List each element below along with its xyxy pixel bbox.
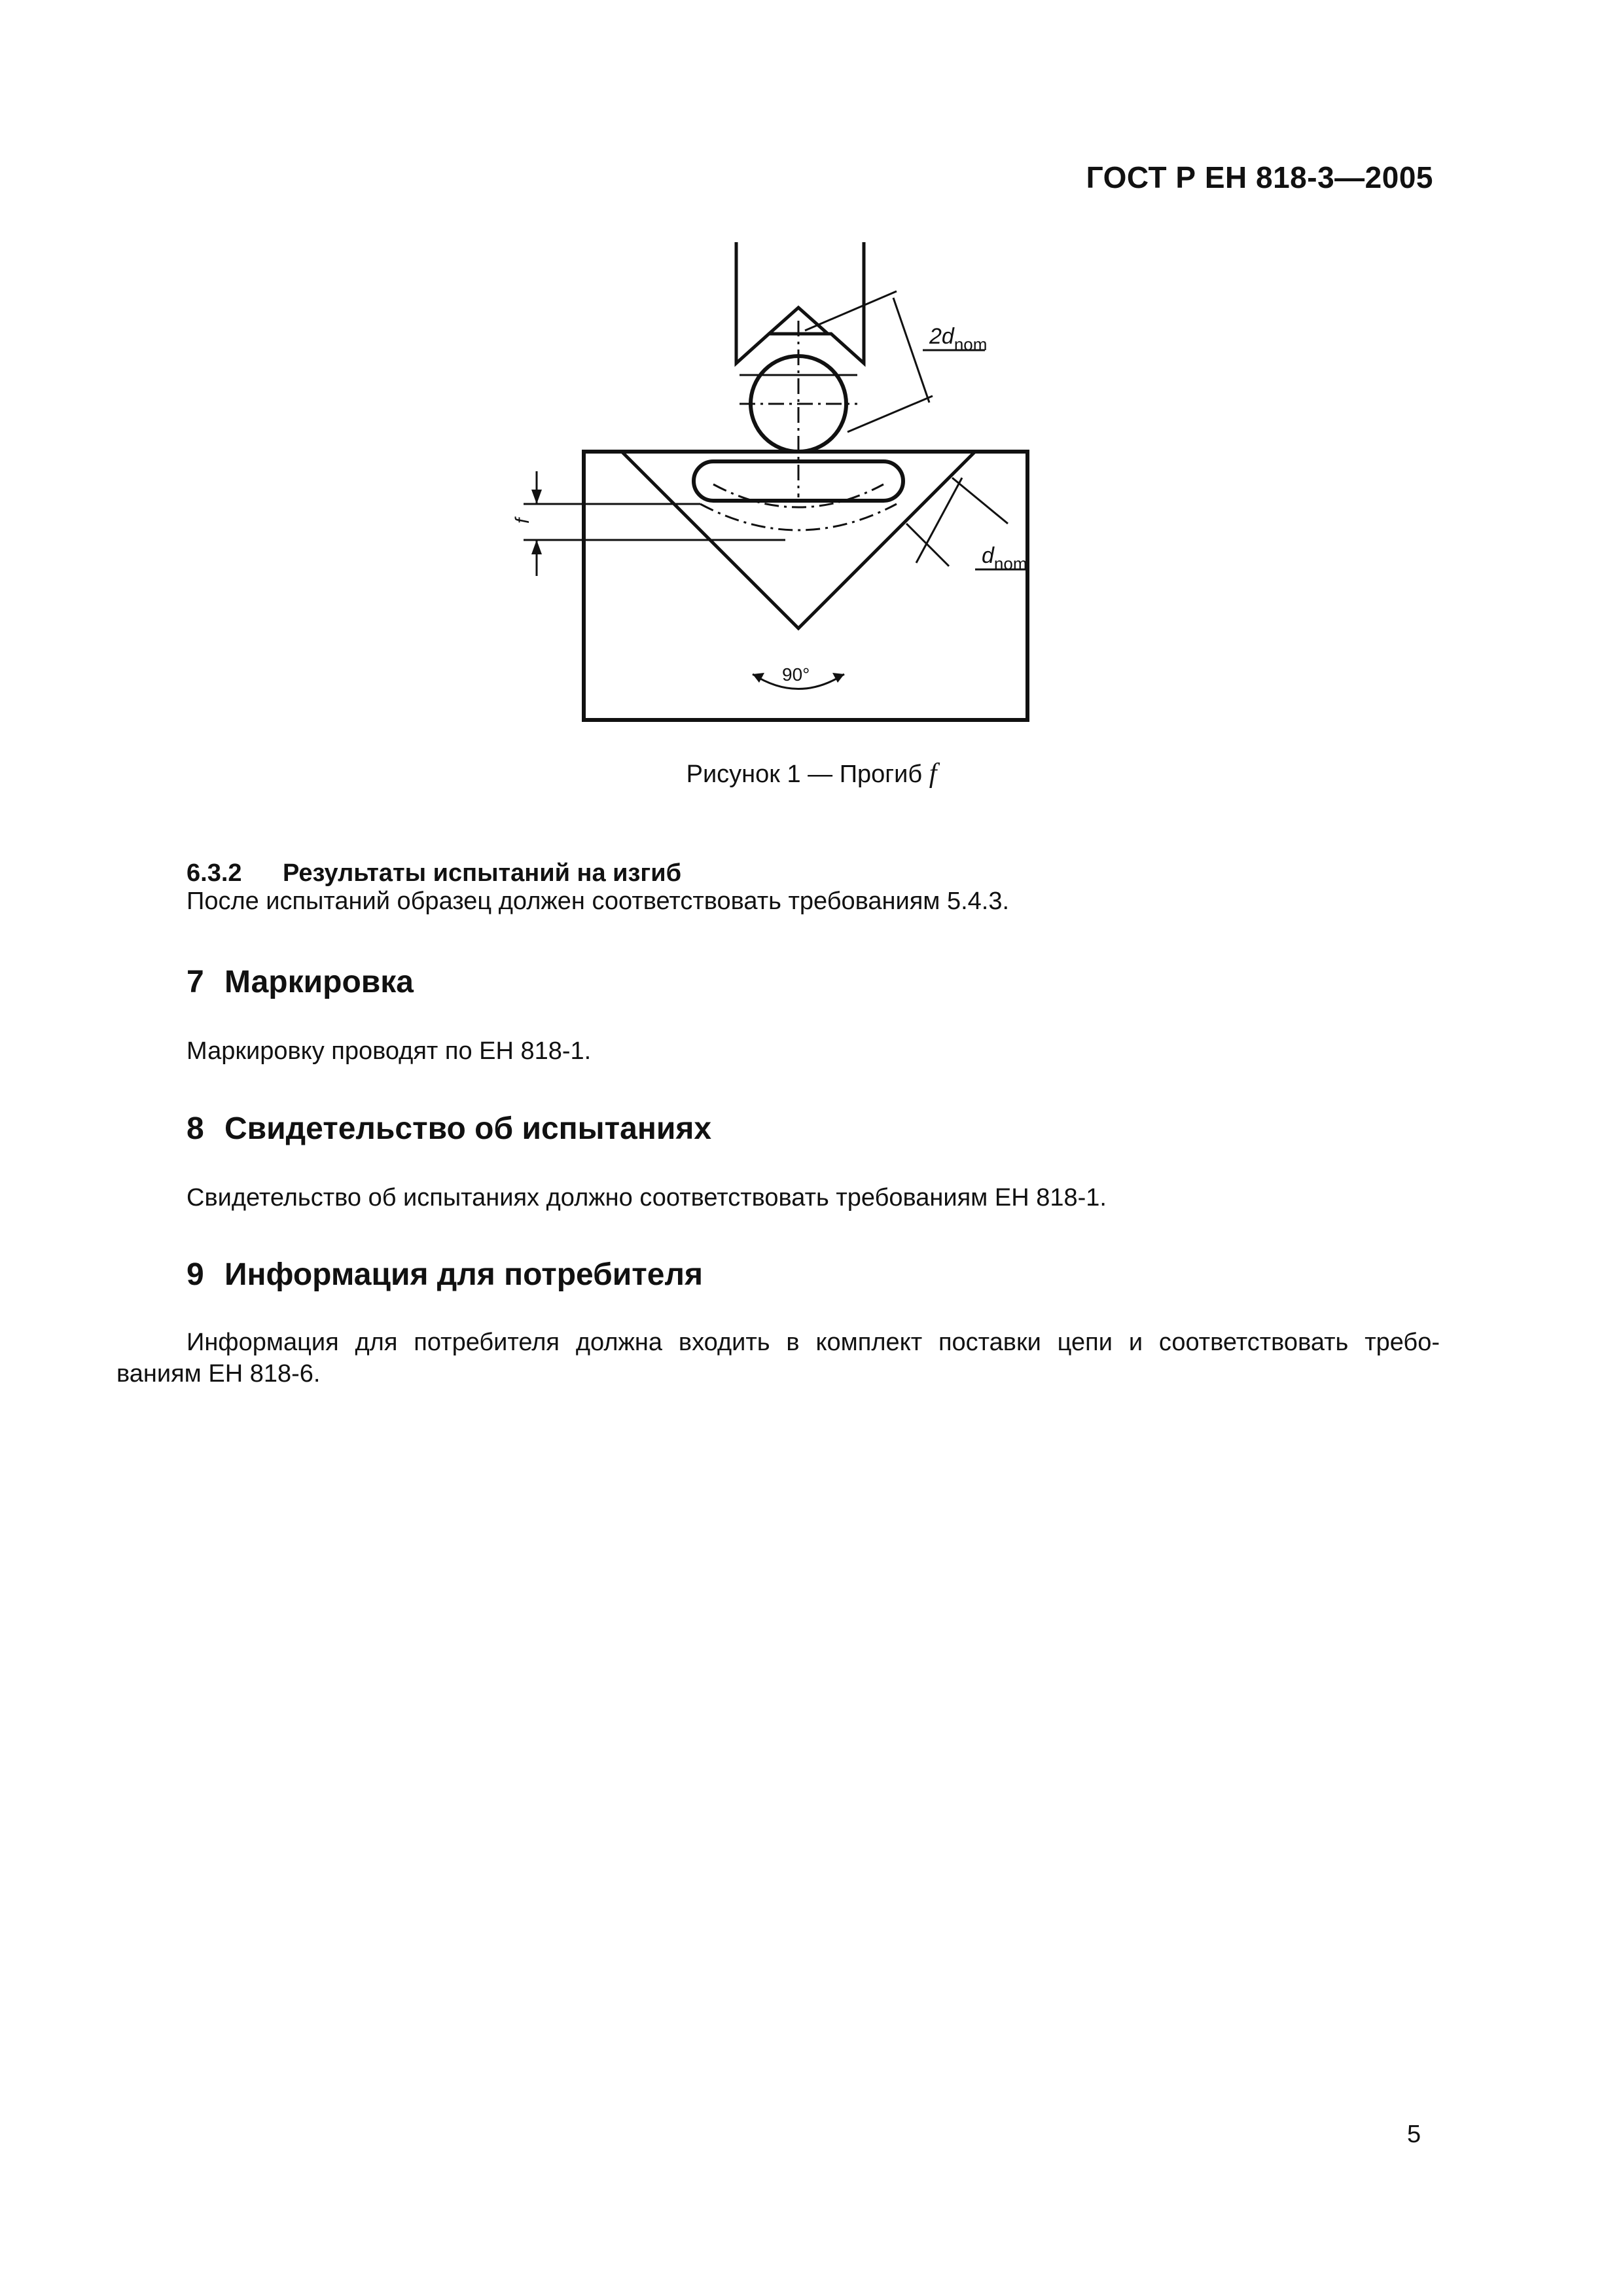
section-7-title: Маркировка: [224, 965, 414, 999]
plunger: [736, 242, 864, 363]
figure-caption: [0, 758, 1623, 789]
chain-link-left-end: [694, 461, 713, 501]
section-6-3-2-text: После испытаний образец должен соответствовать требованиям 5.4.3.: [187, 888, 1010, 915]
section-6-3-2-number: 6.3.2: [187, 859, 242, 887]
section-8-number: 8: [187, 1111, 204, 1146]
dim-d-extension-2: [906, 524, 949, 566]
figure-caption-symbol: f: [929, 759, 937, 789]
chain-link-right-end: [883, 461, 903, 501]
section-9-text: [116, 1327, 1440, 1390]
section-9-text-line-1: Информация для потребителя должна входить в комплект поставки цепи и соответствовать требо-: [187, 1329, 1440, 1356]
dim-2d-extension-1: [805, 291, 897, 331]
section-8-title: Свидетельство об испытаниях: [224, 1111, 712, 1146]
label-d-nom: $d_{nom}$: [982, 543, 1027, 573]
figure-caption-text: Рисунок 1 — Прогиб: [686, 761, 923, 788]
section-6-3-2-title: Результаты испытаний на изгиб: [283, 859, 682, 887]
section-9-title: Информация для потребителя: [224, 1257, 703, 1292]
section-9-number: 9: [187, 1257, 204, 1292]
dim-d-extension: [952, 478, 1008, 524]
bend-test-figure: [0, 0, 1623, 746]
section-7-text: Маркировку проводят по ЕН 818-1.: [187, 1037, 592, 1065]
dim-d-line: [916, 478, 962, 563]
label-2d-nom: $2d_{nom}$: [929, 324, 988, 354]
label-angle-90: 90°: [782, 664, 810, 685]
document-code-header: ГОСТ Р ЕН 818-3—2005: [1086, 160, 1433, 194]
label-deflection-f: f: [512, 518, 533, 524]
page-number: 5: [1407, 2121, 1421, 2148]
section-8-text: Свидетельство об испытаниях должно соответствовать требованиям ЕН 818-1.: [187, 1184, 1107, 1211]
dim-2d-extension-2: [847, 396, 933, 432]
section-9-text-line-2: ваниям ЕН 818-6.: [116, 1360, 321, 1388]
section-7-number: 7: [187, 965, 204, 999]
